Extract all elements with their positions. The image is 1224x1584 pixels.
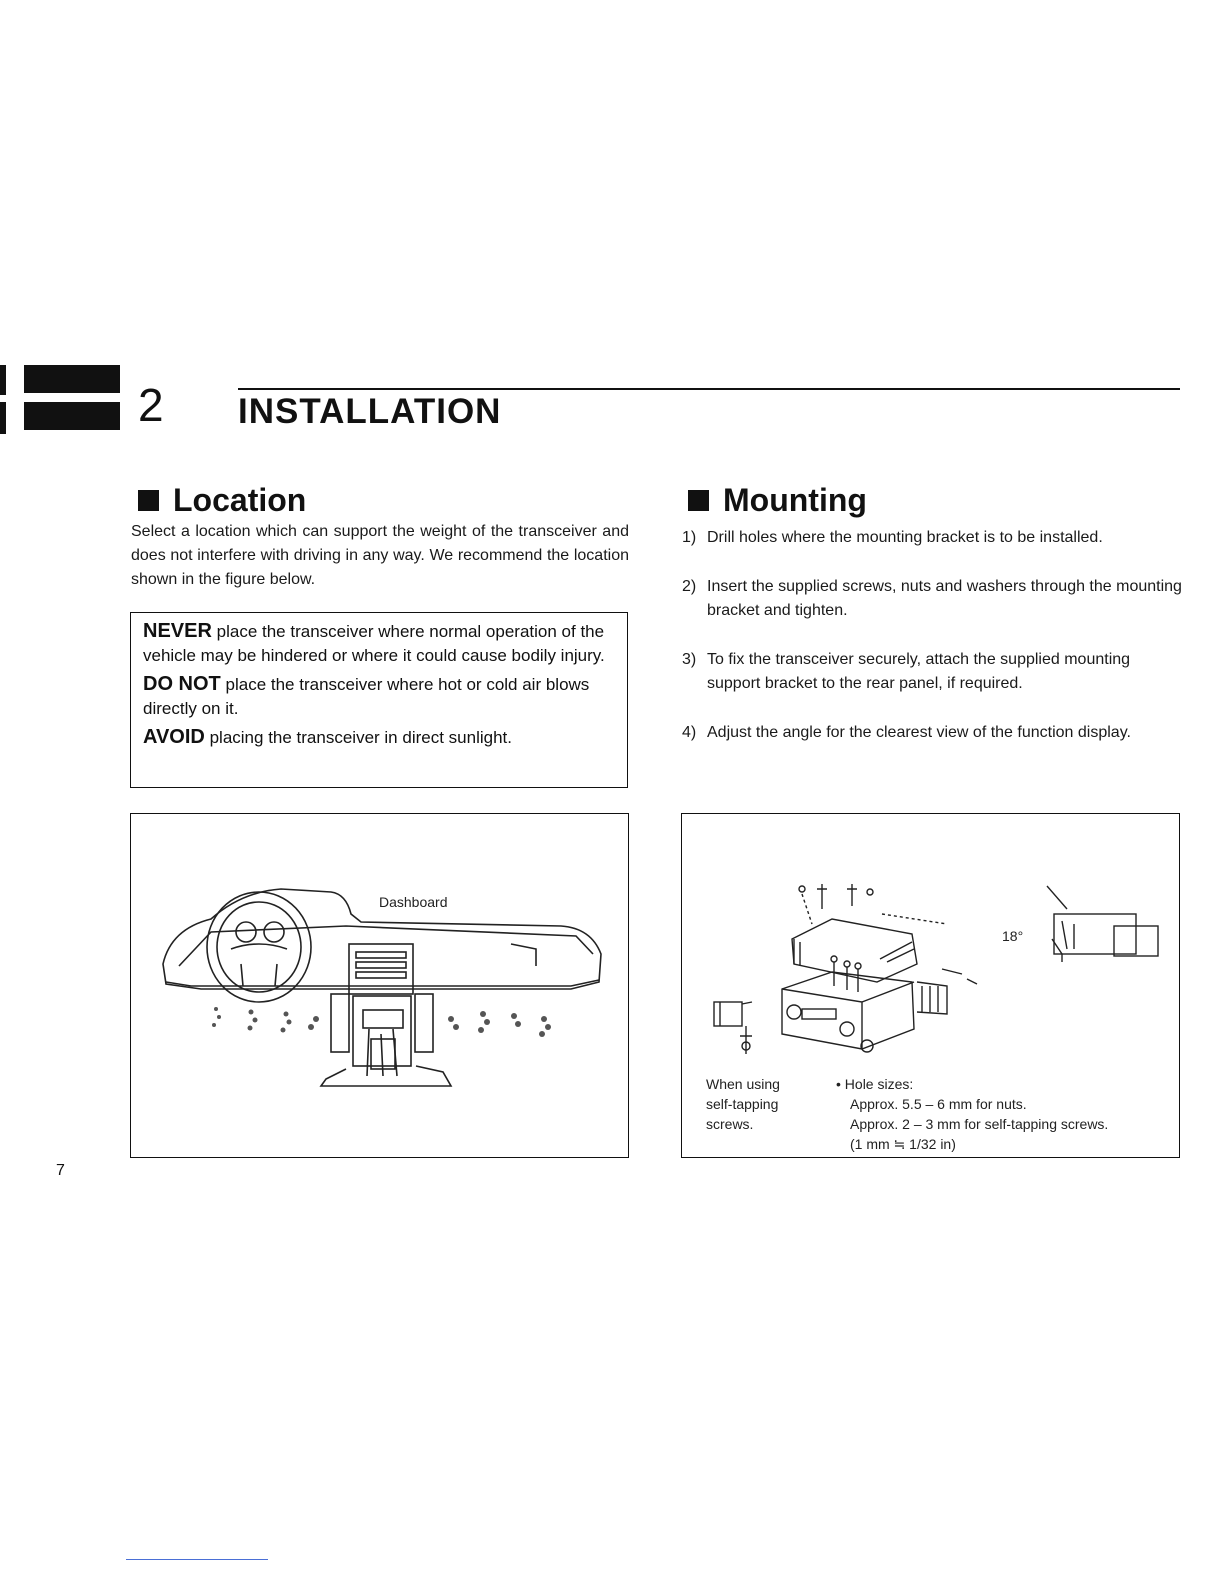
dashboard-illustration: [131, 814, 628, 1157]
chapter-bar: [24, 402, 120, 430]
note-line: screws.: [706, 1116, 754, 1132]
step-text: Drill holes where the mounting bracket is to be installed.: [707, 529, 1103, 546]
warning-key: DO NOT: [143, 673, 221, 695]
hole-size-line: Approx. 2 – 3 mm for self-tapping screws.: [850, 1116, 1109, 1132]
warning-text: place the transceiver where normal operation of the vehicle may be hindered or where it could cause bodily injury.: [143, 622, 605, 665]
warning-text: place the transceiver where hot or cold air blows directly on it.: [143, 675, 590, 718]
hole-size-line: (1 mm ≒ 1/32 in): [850, 1136, 956, 1152]
chapter-bar: [24, 365, 120, 393]
margin-mark: [0, 365, 6, 395]
mounting-illustration: [682, 814, 1179, 1064]
mounting-figure: [681, 813, 1180, 1158]
mounting-step: [682, 721, 1182, 745]
step-text: Insert the supplied screws, nuts and washers through the mounting bracket and tighten.: [707, 578, 1182, 619]
angle-label: 18°: [1002, 928, 1024, 944]
hole-sizes-title: • Hole sizes:: [836, 1076, 914, 1092]
mounting-step: [682, 575, 1182, 623]
location-intro: Select a location which can support the weight of the transceiver and does not interfere with driving in any way. We recommend the location shown in the figure below.: [131, 523, 629, 588]
step-number: 2): [682, 578, 697, 595]
step-text: To fix the transceiver securely, attach the supplied mounting support bracket to the rear panel, if required.: [707, 651, 1131, 692]
step-number: 4): [682, 724, 697, 741]
self-tap-note: [706, 1074, 826, 1134]
page-number: 7: [56, 1162, 65, 1179]
mounting-step: [682, 648, 1182, 696]
warning-avoid: [143, 725, 617, 750]
footer-rule: [126, 1559, 268, 1560]
warning-do-not: [143, 672, 617, 721]
margin-mark: [0, 402, 6, 434]
hole-size-line: Approx. 5.5 – 6 mm for nuts.: [850, 1096, 1027, 1112]
mounting-heading: [688, 484, 867, 516]
location-heading: [138, 484, 306, 516]
warning-key: AVOID: [143, 726, 205, 748]
dashboard-label: Dashboard: [379, 894, 448, 910]
mounting-heading-text: Mounting: [723, 482, 867, 518]
mounting-step: [682, 526, 1182, 550]
bullet-square-icon: [138, 490, 159, 511]
step-text: Adjust the angle for the clearest view of the function display.: [707, 724, 1131, 741]
warning-key: NEVER: [143, 620, 212, 642]
chapter-title: INSTALLATION: [238, 392, 502, 431]
chapter-number: 2: [138, 379, 164, 431]
note-line: self-tapping: [706, 1096, 779, 1112]
hole-sizes-note: [836, 1074, 1176, 1154]
note-line: When using: [706, 1076, 780, 1092]
warning-text: placing the transceiver in direct sunlight.: [209, 728, 512, 747]
warning-never: [143, 619, 617, 668]
mounting-steps: [682, 526, 1182, 770]
location-heading-text: Location: [173, 482, 307, 518]
warning-box: [130, 612, 628, 788]
step-number: 3): [682, 651, 697, 668]
chapter-rule: [238, 388, 1180, 390]
step-number: 1): [682, 529, 697, 546]
dashboard-figure: [130, 813, 629, 1158]
bullet-square-icon: [688, 490, 709, 511]
